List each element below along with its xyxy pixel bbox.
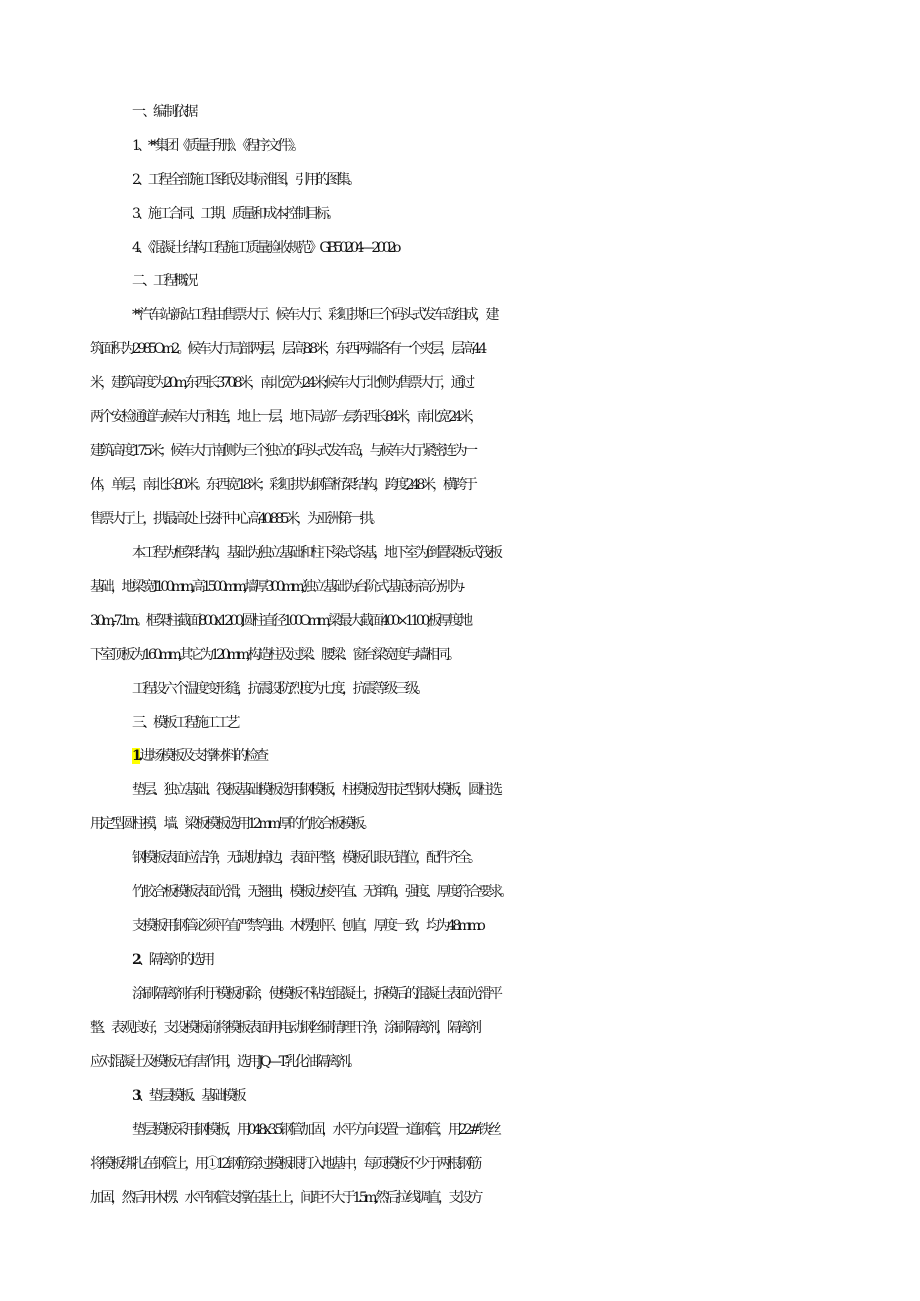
- overview-text-line: 体，单层，南北长80米。东西宽18米；彩虹拱为钢管桁架结构，跨度248米，横跨于: [90, 477, 475, 493]
- inspection-text-line: 钢模板表面应洁净，无缺肋掉边，表面平整，模板孔眼无错位，配件齐全。: [132, 850, 479, 866]
- overview-text-line: 建筑高度17.5米；候车大厅南侧为三个独立的码头式发车岛，与候车大厅紧密连为一: [90, 443, 475, 459]
- structure-text-line: 3.0m,-7.1m。框架柱截面800x1200,圆柱直径100Omm,梁最大截面400×1100,板厚度地: [90, 613, 470, 629]
- subsection-title-release-agent: [132, 945, 920, 975]
- section-title-formwork-process: 三、模板工程施工工艺: [132, 715, 237, 731]
- section-title-compilation-basis: 一、编制依据: [132, 104, 195, 120]
- overview-text-line: 售票大厅上，拱最高处上弦杆中心高40.885米，为亚洲第一拱。: [90, 511, 381, 527]
- subsection-number: 2: [132, 952, 139, 968]
- overview-text-segment: 东西长84米，南北宽24米，: [353, 409, 481, 425]
- subsection-number-highlight: 1.: [132, 748, 140, 764]
- base-formwork-text-line: 垫层模板采用钢模板，用048x3.5钢管加固，水平方向设置一道钢管，用22#铁丝: [132, 1122, 499, 1138]
- overview-text-italic-segment: 部一层,: [321, 409, 354, 425]
- basis-item-2: 2、工程全部施工图纸及其标准图，引用的图集。: [132, 172, 358, 188]
- inspection-text-line: 用定型圆柱模，墙、梁板模板选用12mm厚的竹胶合板模板。: [90, 816, 373, 832]
- subsection-title-text: 、隔离剂的选用: [138, 952, 212, 968]
- structure-text-line: 基础，地梁宽I100mm,高1500mm,墙厚300mm,独立基础为台阶式,基底标高分别为-: [90, 579, 462, 595]
- base-formwork-text-line: 加固，然后用木楞、水平钢管支撑在基土上，间距不大于1.5m,然后拉线调直，支设方: [90, 1190, 480, 1206]
- overview-text-line: 筑面积为2985Om2。候车大厅局部两层，层高8.8米，东西两端各有一个夹层，层高4.4: [90, 341, 484, 357]
- release-agent-text-line: 应对混凝土及模板无有害作用，选用JQ—T乳化油隔离剂。: [90, 1054, 358, 1070]
- base-formwork-text-line: 将模板绑扎在钢管上，用①12钢筋穿过模板眼打入地基中，每页模板不少于两根钢筋: [90, 1156, 479, 1172]
- subsection-title-base-formwork: [132, 1081, 920, 1111]
- basis-item-4: 4、《混凝土结构工程施工质量验收规范》GB50204—2002o: [132, 240, 398, 256]
- structure-text-line: 本工程为框架结构，基础为独立基础和柱下梁式条基，地下室为倒置梁板式筏板: [132, 545, 500, 561]
- release-agent-text-line: 涂刷隔离剂有利于模板拆除，使模板不粘连混凝土，拆模后的混凝土表面光滑平: [132, 986, 500, 1002]
- release-agent-text-line: 整、表观良好，支设模板前将模板表面用电动钢丝刷清理干净，涂刷隔离剂，隔离剂: [90, 1020, 479, 1036]
- subsection-title-text: 、垫层模板、基础模板: [138, 1088, 244, 1104]
- basis-item-3: 3、施工合同、工期、质量和成本控制目标。: [132, 206, 337, 222]
- overview-text-segment: 两个安检通道与候车大厅相连，地上一层，地下局: [90, 409, 321, 425]
- overview-text-line: 米，建筑高度为20m,东西长370.8米，南北宽为24米;候车大厅北侧为售票大厅，通过: [90, 375, 472, 391]
- section-title-project-overview: 二、工程概况: [132, 273, 195, 289]
- overview-text-line: **汽车站新站工程由售票大厅、候车大厅、彩虹拱和三个码头式发车岛组成，建: [132, 307, 496, 323]
- expansion-joint-text: 工程设六个温度变形缝，抗震设防烈度为七度，抗震等级三级。: [132, 681, 426, 697]
- inspection-text-line: 竹胶合板模板表面光滑，无翘曲，模板边棱平直、无窜角，强度、厚度符合要求。: [132, 884, 510, 900]
- subsection-number: 3: [132, 1088, 139, 1104]
- structure-text-line: 下室顶板为160mm,其它为120mm,构造柱及过梁、腰梁、窗台梁宽度与墙相同。: [90, 647, 458, 663]
- inspection-text-line: 垫层、独立基础、筏板基础模板选用钢模板，柱模板选用定型钢大模板，圆柱选: [132, 782, 500, 798]
- basis-item-1: 1、**集团《质量手册》、《程序文件》。: [132, 138, 302, 154]
- overview-text-line: [90, 402, 920, 432]
- inspection-text-line: 支模板用钢管必须平直严禁弯曲。木楞刨平、刨直，厚度一致，均为48mmo: [132, 918, 483, 934]
- subsection-title-inspection: [132, 741, 920, 771]
- subsection-title-text: 进场模板及支撑材料的检查: [139, 748, 266, 764]
